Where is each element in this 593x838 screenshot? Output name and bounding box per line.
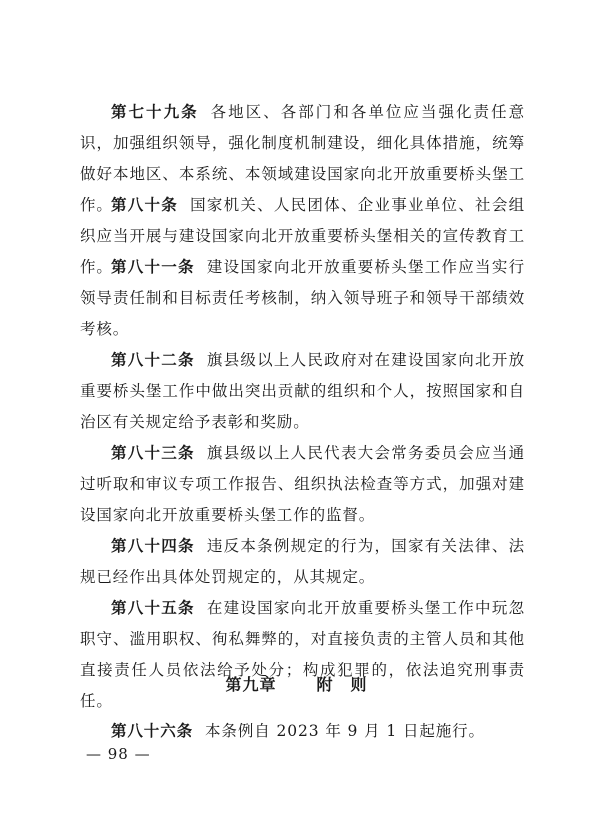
article-text: 旗县级以上人民代表大会常务委员会应当通过听取和审议专项工作报告、组织执法检查等方式，加强对建设国家向北开放重要桥头堡工作的监督。 — [80, 444, 525, 524]
article-text: 违反本条例规定的行为，国家有关法律、法规已经作出具体处罚规定的，从其规定。 — [80, 537, 525, 586]
article-text: 旗县级以上人民政府对在建设国家向北开放重要桥头堡工作中做出突出贡献的组织和个人，按照国家和自治区有关规定给予表彰和奖励。 — [80, 351, 525, 431]
article-label: 第八十二条 — [111, 350, 195, 369]
article-label: 第八十三条 — [111, 443, 195, 462]
article-label: 第七十九条 — [111, 102, 199, 121]
article-text: 本条例自 2023 年 9 月 1 日起施行。 — [205, 722, 485, 740]
article-82 — [80, 344, 525, 438]
article-text: 国家机关、人民团体、企业事业单位、社会组织应当开展与建设国家向北开放重要桥头堡相关的宣传教育工作。 — [80, 196, 525, 276]
article-83 — [80, 437, 525, 531]
article-label: 第八十六条 — [111, 721, 194, 740]
chapter-heading — [0, 669, 593, 700]
article-label: 第八十条 — [111, 195, 179, 214]
article-label: 第八十四条 — [111, 536, 195, 555]
article-label: 第八十一条 — [111, 257, 195, 276]
article-84 — [80, 530, 525, 593]
article-81 — [80, 251, 525, 345]
article-text: 建设国家向北开放重要桥头堡工作应当实行领导责任制和目标责任考核制，纳入领导班子和领导干部绩效考核。 — [80, 258, 525, 338]
article-86 — [80, 715, 525, 747]
article-text: 各地区、各部门和各单位应当强化责任意识，加强组织领导，强化制度机制建设，细化具体措施，统筹做好本地区、本系统、本领域建设国家向北开放重要桥头堡工作。 — [80, 103, 525, 214]
page-number: — 98 — — [86, 745, 151, 763]
article-text: 在建设国家向北开放重要桥头堡工作中玩忽职守、滥用职权、徇私舞弊的，对直接负责的主管人员和其他直接责任人员依法给予处分；构成犯罪的，依法追究刑事责任。 — [80, 599, 525, 710]
article-label: 第八十五条 — [111, 598, 195, 617]
chapter-number: 第九章 — [225, 675, 277, 694]
chapter-title: 附 则 — [316, 675, 368, 694]
